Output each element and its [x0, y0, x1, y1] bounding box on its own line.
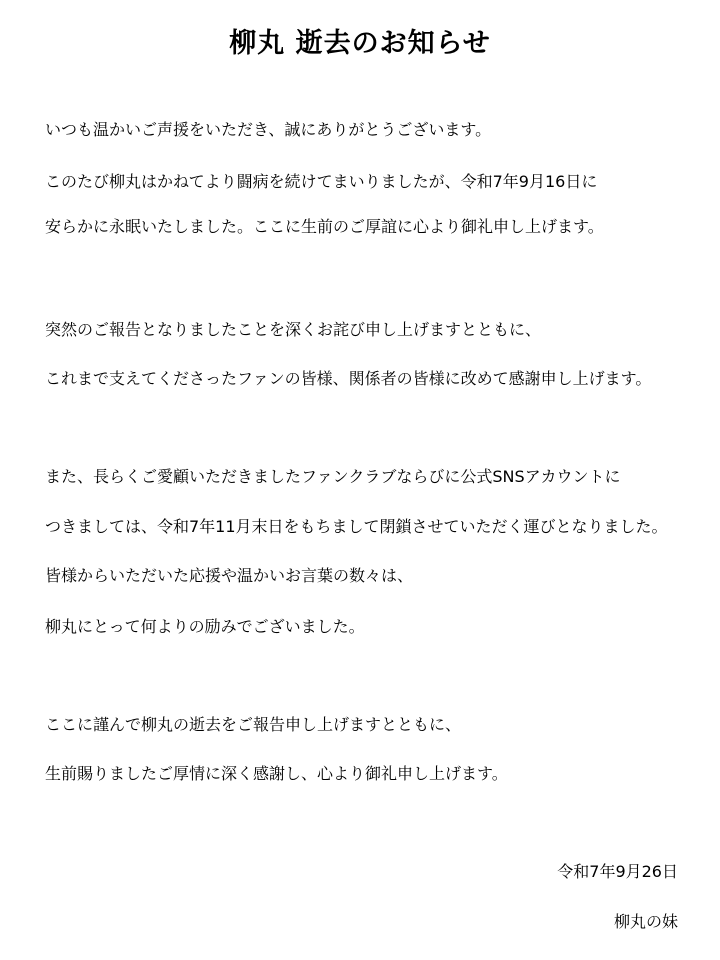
body-line: 突然のご報告となりましたことを深くお詫び申し上げますとともに、 [45, 320, 542, 339]
body-line: 皆様からいただいた応援や温かいお言葉の数々は、 [45, 566, 414, 585]
body-line: また、長らくご愛顧いただきましたファンクラブならびに公式SNSアカウントに [45, 467, 621, 486]
signature: 柳丸の妹 [613, 912, 678, 931]
body-line: 柳丸にとって何よりの励みでございました。 [45, 617, 365, 636]
body-line: つきましては、令和7年11月末日をもちまして閉鎖させていただく運びとなりました。 [45, 517, 668, 536]
body-line: 生前賜りましたご厚情に深く感謝し、心より御礼申し上げます。 [45, 764, 508, 783]
body-line: 安らかに永眠いたしました。ここに生前のご厚誼に心より御礼申し上げます。 [45, 217, 604, 236]
body-line: これまで支えてくださったファンの皆様、関係者の皆様に改めて感謝申し上げます。 [45, 369, 652, 388]
notice-date: 令和7年9月26日 [557, 862, 678, 881]
body-line: このたび柳丸はかねてより闘病を続けてまいりましたが、令和7年9月16日に [45, 172, 598, 191]
body-line: ここに謹んで柳丸の逝去をご報告申し上げますとともに、 [45, 715, 462, 734]
page-title: 柳丸 逝去のお知らせ [229, 28, 491, 59]
body-line: いつも温かいご声援をいただき、誠にありがとうございます。 [45, 120, 492, 139]
